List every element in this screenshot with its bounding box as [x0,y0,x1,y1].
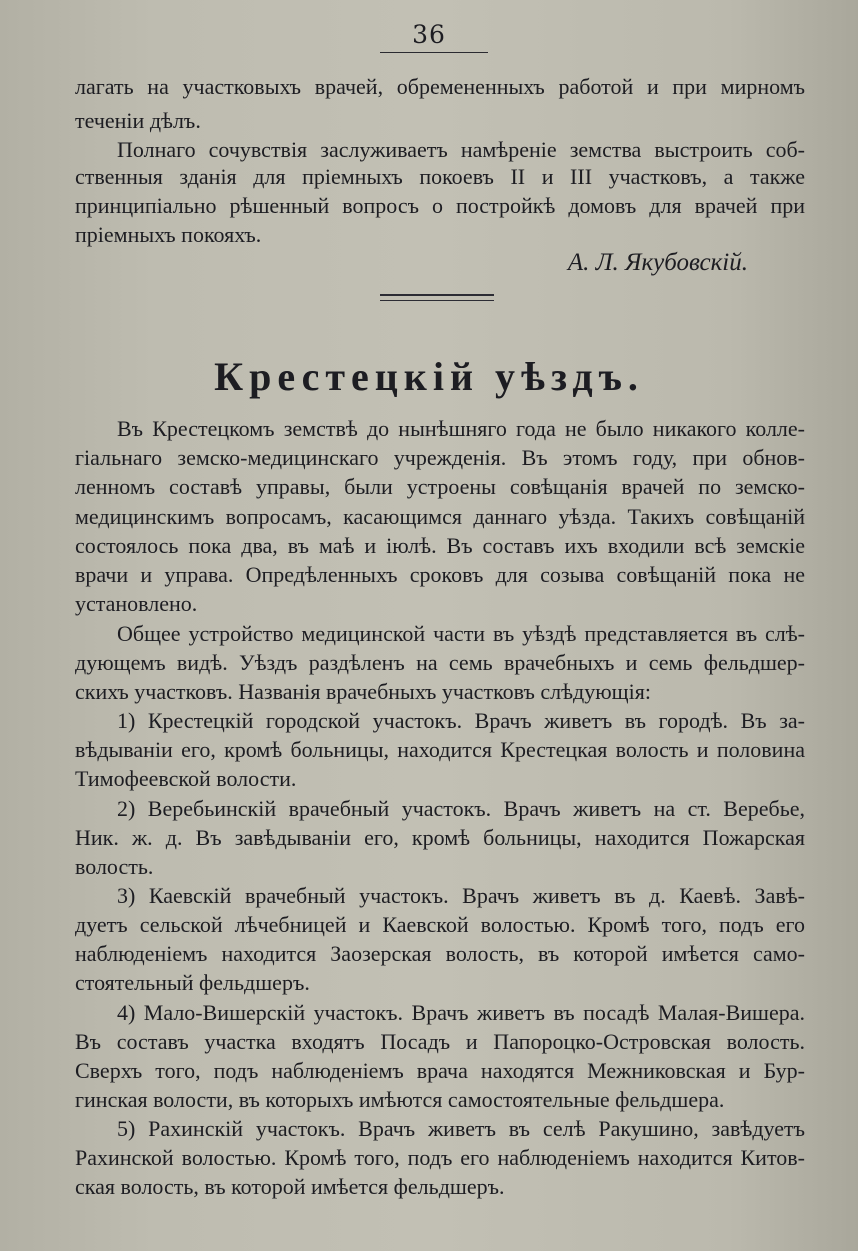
section-divider [380,294,494,301]
text-line: гинская волости, въ которыхъ имѣются самостоятельные фельдшера. [75,1087,725,1112]
text-line: Рахинской волостью. Кромѣ того, подъ его наблюденіемъ находится Китов- [75,1145,805,1170]
text-line: ленномъ составѣ управы, были устроены совѣщанія врачей по земско- [75,474,805,499]
text-line: наблюденіемъ находится Заозерская волость, въ которой имѣется само- [75,941,805,966]
text-line: медицинскимъ вопросамъ, касающимся даннаго уѣзда. Такихъ совѣщаній [75,504,805,529]
text-line: 3) Каевскій врачебный участокъ. Врачъ живетъ въ д. Каевѣ. Завѣ- [117,883,805,908]
text-line: врачи и управа. Опредѣленныхъ сроковъ для созыва совѣщаній пока не [75,562,805,587]
text-line: установлено. [75,591,198,616]
text-line: скихъ участковъ. Названія врачебныхъ участковъ слѣдующія: [75,679,651,704]
text-line: волость. [75,854,154,879]
text-line: стоятельный фельдшеръ. [75,970,310,995]
text-line: гіальнаго земско-медицинскаго учрежденія. Въ этомъ году, при обнов- [75,445,805,470]
text-line: пріемныхъ покояхъ. [75,222,262,247]
text-line: принципіально рѣшенный вопросъ о постройкѣ домовъ для врачей при [75,193,805,218]
page-number: 36 [412,20,446,49]
text-line: Въ составъ участка входятъ Посадъ и Папороцко-Островская волость. [75,1029,805,1054]
text-line: вѣдываніи его, кромѣ больницы, находится Крестецкая волость и половина [75,737,805,762]
text-line: состоялось пока два, въ маѣ и іюлѣ. Въ составъ ихъ входили всѣ земскіе [75,533,805,558]
text-line: ская волость, въ которой имѣется фельдшеръ. [75,1174,505,1199]
page-number-rule [380,52,488,53]
text-line: 2) Веребьинскій врачебный участокъ. Врачъ живетъ на ст. Веребье, [117,796,805,821]
author-signature: А. Л. Якубовскій. [567,249,748,276]
text-line: ственныя зданія для пріемныхъ покоевъ II и III участковъ, а также [75,164,805,189]
text-line: лагать на участковыхъ врачей, обремененныхъ работой и при мирномъ [75,74,805,99]
text-line: Ник. ж. д. Въ завѣдываніи его, кромѣ больницы, находится Пожарская [75,825,805,850]
text-line: Въ Крестецкомъ земствѣ до нынѣшняго года не было никакого колле- [117,416,805,441]
text-line: Сверхъ того, подъ наблюденіемъ врача находятся Межниковская и Бур- [75,1058,805,1083]
text-line: дуетъ сельской лѣчебницей и Каевской волостью. Кромѣ того, подъ его [75,912,805,937]
text-line: Полнаго сочувствія заслуживаетъ намѣреніе земства выстроить соб- [117,137,805,162]
section-heading: Крестецкій уѣздъ. [214,354,644,399]
text-line: 1) Крестецкій городской участокъ. Врачъ живетъ въ городѣ. Въ за- [117,708,805,733]
text-line: теченіи дѣлъ. [75,108,201,133]
text-line: 5) Рахинскій участокъ. Врачъ живетъ въ селѣ Ракушино, завѣдуетъ [117,1116,805,1141]
text-line: Тимофеевской волости. [75,766,297,791]
text-line: дующемъ видѣ. Уѣздъ раздѣленъ на семь врачебныхъ и семь фельдшер- [75,650,805,675]
text-line: Общее устройство медицинской части въ уѣздѣ представляется въ слѣ- [117,621,805,646]
text-line: 4) Мало-Вишерскій участокъ. Врачъ живетъ въ посадѣ Малая-Вишера. [117,1000,805,1025]
